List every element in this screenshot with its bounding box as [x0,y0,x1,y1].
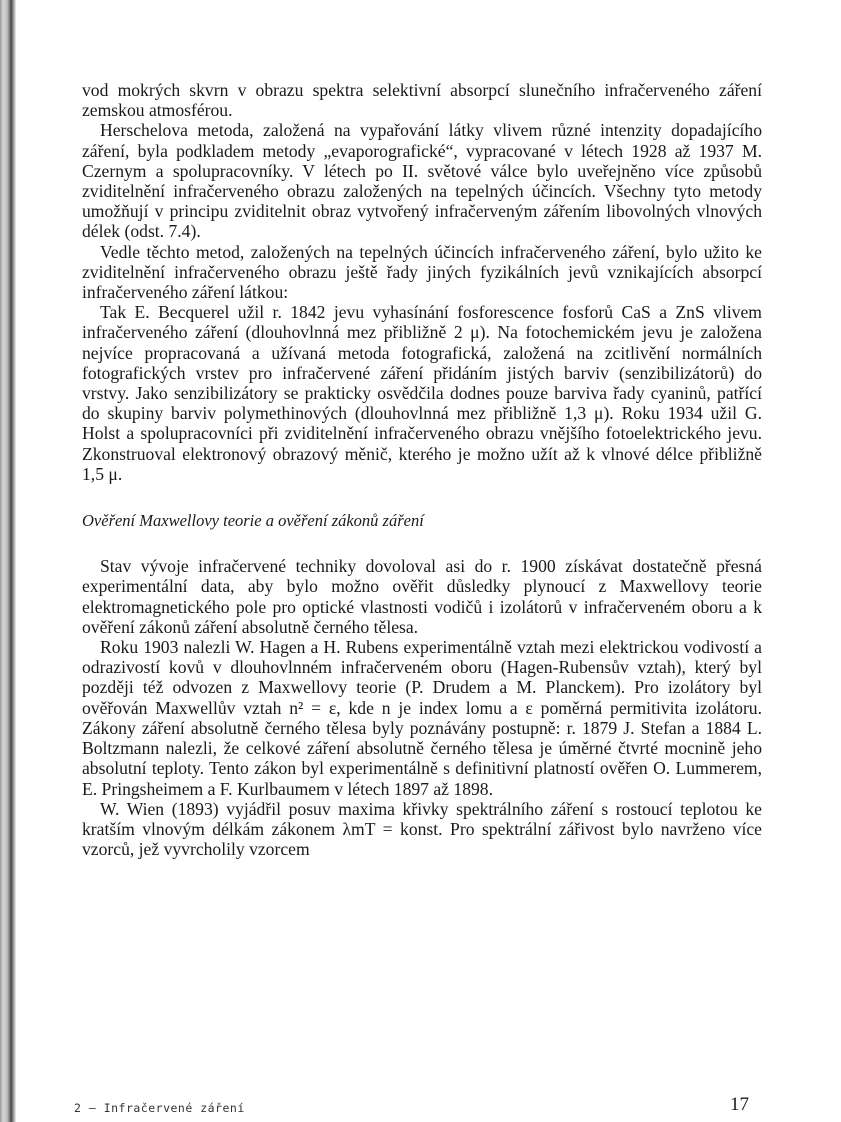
paragraph: Tak E. Becquerel užil r. 1842 jevu vyhasínání fosforescence fosforů CaS a ZnS vlivem infračerveného záření (dlouhovlnná mez přibližně 2 μ). Na fotochemickém jevu je založena nejvíce propracovaná a užívaná metoda fotografická, založená na zcitlivění normálních fotografických vrstev pro infračervené záření přidáním jistých barviv (senzibilizátorů) do vrstvy. Jako senzibilizátory se prakticky osvědčila dodnes pouze barviva řady cyaninů, patřící do skupiny barviv polymethinových (dlouhovlnná mez přibližně 1,3 μ). Roku 1934 užil G. Holst a spolupracovníci při zviditelnění infračerveného obrazu vnějšího fotoelektrického jevu. Zkonstruoval elektronový obrazový měnič, kterého je možno užít až k vlnové délce přibližně 1,5 μ. [82,302,762,484]
paragraph: Roku 1903 nalezli W. Hagen a H. Rubens experimentálně vztah mezi elektrickou vodivostí a odrazivostí kovů v dlouhovlnném infračerveném oboru (Hagen-Rubensův vztah), který byl později též odvozen z Maxwellovy teorie (P. Drudem a M. Planckem). Pro izolátory byl ověřován Maxwellův vztah n² = ε, kde n je index lomu a ε poměrná permitivita izolátoru. Zákony záření absolutně černého tělesa byly poznávány postupně: r. 1879 J. Stefan a 1884 L. Boltzmann nalezli, že celkové záření absolutně černého tělesa je úměrné čtvrté mocnině jeho absolutní teploty. Tento zákon byl experimentálně s definitivní platností ověřen O. Lummerem, E. Pringsheimem a F. Kurlbaumem v létech 1897 až 1898. [82,637,762,799]
book-binding-edge [0,0,16,1122]
running-footer-chapter: 2 — Infračervené záření [74,1101,245,1115]
section-heading: Ověření Maxwellovy teorie a ověření zákonů záření [82,511,424,531]
paragraph: W. Wien (1893) vyjádřil posuv maxima křivky spektrálního záření s rostoucí teplotou ke kratším vlnovým délkám zákonem λmT = konst. Pro spektrální zářivost bylo navrženo více vzorců, jež vyvrcholily vzorcem [82,798,762,860]
paragraph: Vedle těchto metod, založených na tepelných účincích infračerveného záření, bylo užito ke zviditelnění infračerveného obrazu ještě řady jiných fyzikálních jevů vznikajících absorpcí infračerveného záření látkou: [82,241,762,303]
paragraph: vod mokrých skvrn v obrazu spektra selektivní absorpcí slunečního infračerveného záření zemskou atmosférou. [82,80,762,121]
page-body [82,80,762,859]
page-number: 17 [730,1094,749,1115]
paragraph: Stav vývoje infračervené techniky dovoloval asi do r. 1900 získávat dostatečně přesná experimentální data, aby bylo možno ověřit důsledky plynoucí z Maxwellovy teorie elektromagnetického pole pro optické vlastnosti vodičů i izolátorů v infračerveném oboru a k ověření zákonů záření absolutně černého tělesa. [82,556,762,637]
paragraph: Herschelova metoda, založená na vypařování látky vlivem různé intenzity dopadajícího záření, byla podkladem metody „evaporografické“, vypracované v létech 1928 až 1937 M. Czernym a spolupracovníky. V létech po II. světové válce bylo uveřejněno více způsobů zviditelnění infračerveného obrazu založených na tepelných účincích. Všechny tyto metody umožňují v principu zviditelnit obraz vytvořený infračerveným zářením libovolných vlnových délek (odst. 7.4). [82,120,762,242]
